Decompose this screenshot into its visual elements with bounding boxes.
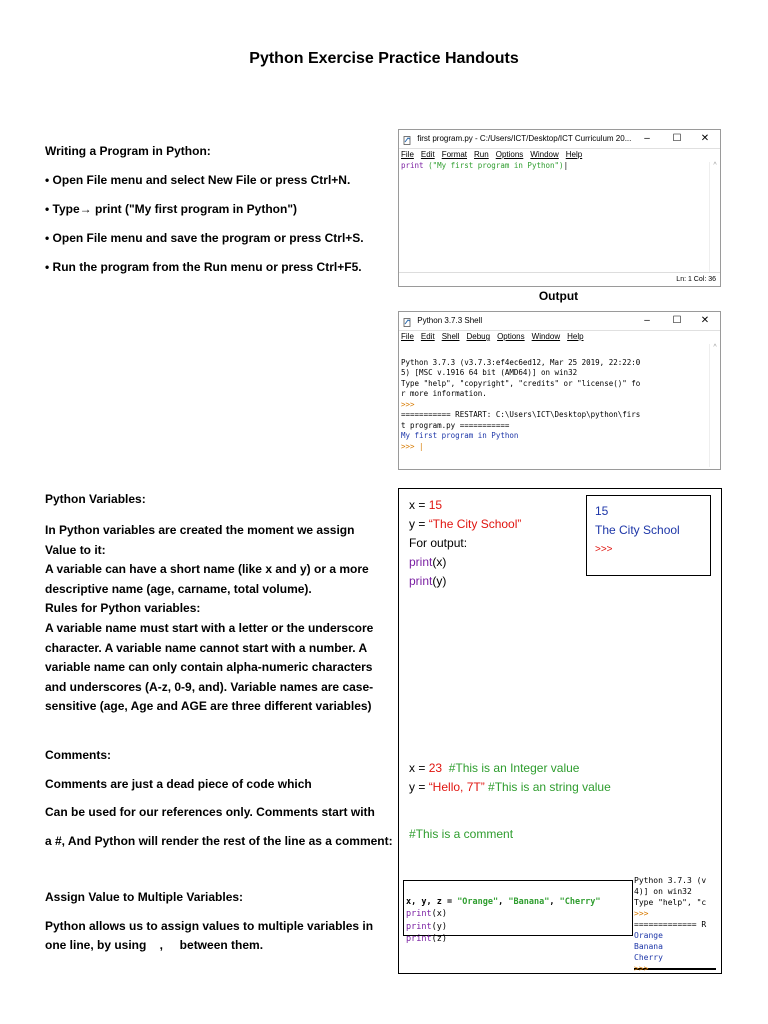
menu-options[interactable]: Options [497, 332, 525, 341]
shell-output-area[interactable] [399, 347, 720, 473]
bullet-2: • Type→ print ("My first program in Python") [45, 202, 298, 216]
text-line: and underscores (A-z, 0-9, and). Variable names are case- [45, 679, 374, 694]
section-heading-multiple: Assign Value to Multiple Variables: [45, 890, 244, 904]
menu-format[interactable]: Format [441, 150, 468, 159]
text-line: sensitive (age, Age and AGE are three different variables) [45, 699, 372, 714]
menu-options[interactable]: Options [495, 150, 524, 159]
menu-edit[interactable]: Edit [420, 150, 435, 159]
section-heading-comments: Comments: [45, 748, 112, 762]
editor-statusbar: Ln: 1 Col: 36 [399, 272, 720, 286]
editor-window [398, 129, 721, 287]
menu-run[interactable]: Run [474, 150, 489, 159]
example2-int-comment: #This is an Integer value [442, 761, 580, 775]
menu-edit[interactable]: Edit [420, 332, 435, 341]
shell-prompt: >>> | [401, 441, 424, 451]
text-line: Rules for Python variables: [45, 601, 201, 616]
shell-prompt: >>> [401, 399, 415, 409]
shell-menubar [399, 331, 720, 343]
menu-file[interactable]: File [401, 150, 414, 159]
code-print-args: ("My first program in Python") [423, 161, 564, 170]
text-line: one line, by using , between them. [45, 938, 264, 952]
example3-code-box: x, y, z = "Orange", "Banana", "Cherry" print(x) print(y) print(z) [403, 880, 633, 936]
section-heading-writing: Writing a Program in Python: [45, 144, 211, 158]
text-line: descriptive name (age, carname, total volume). [45, 581, 312, 596]
python-file-icon [403, 134, 412, 143]
page-title: Python Exercise Practice Handouts [249, 50, 519, 67]
bullet-1: • Open File menu and select New File or press Ctrl+N. [45, 173, 351, 187]
shell-line: Type "help", "copyright", "credits" or "license()" fo [401, 378, 641, 388]
example1-output-line: The City School [595, 523, 680, 537]
example3-prompt: >>> [634, 964, 649, 973]
example1-y-value: “The City School” [428, 517, 522, 531]
text-line: character. A variable name cannot start with a number. A [45, 640, 368, 655]
example2-comment-line: #This is a comment [409, 827, 514, 841]
example1-code: x = 15 y = “The City School” For output: print(x) print(y) [409, 498, 522, 588]
menu-help[interactable]: Help [567, 332, 584, 341]
shell-line: 5) [MSC v.1916 64 bit (AMD64)] on win32 [401, 368, 578, 377]
example3-output-line: Banana [634, 942, 663, 951]
text-line: A variable name must start with a letter or the underscore [45, 620, 374, 635]
shell-restart-line: t program.py =========== [401, 420, 510, 430]
editor-scrollbar[interactable]: ^ [709, 162, 720, 272]
menu-file[interactable]: File [401, 332, 414, 341]
menu-debug[interactable]: Debug [466, 332, 491, 341]
variables-body [45, 521, 373, 717]
bullet-3: • Open File menu and save the program or press Ctrl+S. [45, 231, 364, 245]
text-line: Value to it: [45, 542, 106, 557]
example1-x-value: 15 [428, 498, 443, 512]
editor-menubar [399, 149, 720, 161]
example1-output-line: 15 [595, 504, 609, 518]
shell-program-output: My first program in Python [401, 431, 519, 440]
bullet-4: • Run the program from the Run menu or press Ctrl+F5. [45, 260, 362, 274]
example1-for-output: For output: [409, 536, 468, 550]
shell-scrollbar[interactable]: ^ [709, 344, 720, 467]
example1-output-box [586, 495, 711, 576]
menu-help[interactable]: Help [565, 150, 583, 159]
shell-line: r more information. [401, 389, 487, 398]
editor-title: first program.py - C:/Users/ICT/Desktop/ICT Curriculum 20... [417, 134, 632, 143]
example3-shell-output: Python 3.7.3 (v 4)] on win32 Type "help", "c >>> ============= R Orange Banana Cherry >>> [634, 864, 716, 970]
text-line: A variable can have a short name (like x and y) or a more [45, 562, 369, 577]
output-label: Output [538, 289, 579, 303]
shell-line: Python 3.7.3 (v3.7.3:ef4ec6ed12, Mar 25 2019, 22:22:0 [401, 357, 641, 367]
minimize-icon[interactable]: – [644, 133, 650, 144]
menu-window[interactable]: Window [530, 150, 559, 159]
shell-restart-line: =========== RESTART: C:\Users\ICT\Desktop\python\firs [401, 410, 641, 419]
shell-titlebar [399, 312, 720, 331]
text-line: In Python variables are created the moment we assign [45, 523, 355, 537]
shell-window [398, 311, 721, 470]
python-shell-icon [403, 316, 412, 325]
text-line: Comments are just a dead piece of code which [45, 777, 312, 791]
text-line: a #, And Python will render the rest of the line as a comment: [45, 834, 393, 848]
close-icon[interactable]: ✕ [700, 315, 710, 326]
example1-output-prompt: >>> [595, 544, 613, 555]
text-line: variable name can only contain alpha-numeric characters [45, 660, 373, 675]
menu-shell[interactable]: Shell [441, 332, 460, 341]
maximize-icon[interactable]: ☐ [672, 133, 682, 144]
example3-output-line: Cherry [634, 953, 663, 962]
text-line: Can be used for our references only. Comments start with [45, 805, 375, 819]
shell-title: Python 3.7.3 Shell [417, 316, 483, 325]
section-heading-variables: Python Variables: [45, 492, 146, 506]
minimize-icon[interactable]: – [644, 315, 650, 326]
text-line: Python allows us to assign values to multiple variables in [45, 919, 374, 933]
editor-code-area[interactable]: print ("My first program in Python")| [401, 161, 569, 170]
example2-code: x = 23 #This is an Integer value y = “Hello, 7T” #This is an string value [409, 761, 611, 794]
code-print-keyword: print [401, 161, 424, 170]
editor-titlebar [399, 130, 720, 149]
example2-str-comment: #This is an string value [484, 780, 611, 794]
menu-window[interactable]: Window [531, 332, 561, 341]
example3-output-line: Orange [634, 931, 663, 940]
close-icon[interactable]: ✕ [700, 133, 710, 144]
maximize-icon[interactable]: ☐ [672, 315, 682, 326]
